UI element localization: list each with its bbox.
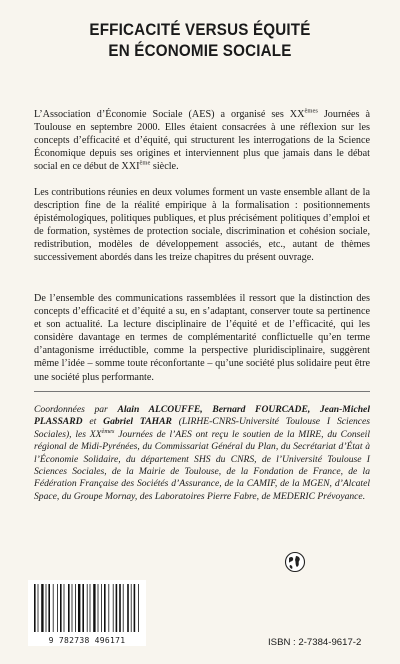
barcode-bar [93, 584, 95, 632]
title-line-1: EFFICACITÉ VERSUS ÉQUITÉ [89, 21, 311, 39]
barcode-bar [78, 584, 80, 632]
barcode-bar [53, 584, 54, 632]
barcode-bar [108, 584, 109, 632]
barcode-bar [38, 584, 39, 632]
barcode-bar [113, 584, 114, 632]
credits-superscript: èmes [101, 427, 115, 435]
credits-author-last: Gabriel TAHAR [103, 416, 172, 428]
credits-authors: Alain ALCOUFFE, Bernard FOURCADE, Jean-Michel PLASSARD [34, 404, 370, 428]
credits-and: et [82, 416, 104, 428]
barcode-bar [127, 584, 129, 632]
title-line-2: EN ÉCONOMIE SOCIALE [108, 42, 292, 60]
barcode-bar [119, 584, 121, 632]
barcode-bar [46, 584, 47, 632]
barcode-bar [60, 584, 62, 632]
paragraph-intro-text-a: L’Association d’Économie Sociale (AES) a organisé ses XX [34, 109, 305, 120]
paragraph-contributions: Les contributions réunies en deux volumes forment un vaste ensemble allant de la description fine de la réalité empirique à la formalisation : positionnements épistémologiques, politiques publiques, et plus précisément politiques d’emploi et de formation, systèmes de protection sociale, discrimination et cohésion sociale, redistribution, modèles de développement associés, etc., autant de thèmes successivement abordés dans les treize chapitres du présent ouvrage. [34, 187, 370, 264]
paragraph-intro-text-c: siècle. [150, 161, 179, 173]
barcode-bar [75, 584, 76, 632]
barcode-bar [48, 584, 50, 632]
paragraph-intro-text-b: Journées à Toulouse en septembre 2000. Elles étaient consacrées à une réflexion sur les concepts d’efficacité et d’équité, qui structurent les interrogations de la Science Économique depuis ses origines et interviennent plus que jamais dans le débat social en ce début de XXI [34, 109, 370, 173]
barcode-bar [64, 584, 65, 632]
paragraph-conclusion: De l’ensemble des communications rassemblées il ressort que la distinction des concepts d’efficacité et d’équité a su, en s’adaptant, conserver toute sa pertinence et son actualité. La lecture disciplinaire de l’équité et de l’efficacité, qui les considère davantage en termes de complémentarité conflictuelle qu’en terme d’antagonisme irréductible, comme la perspective pluridisciplinaire, suggèrent même l’idée – somme toute réconfortante – qu’une société plus solidaire peut être une société plus performante. [34, 293, 370, 383]
book-title [16, 20, 384, 62]
barcode-bar [82, 584, 84, 632]
barcode-digits: 9 782738 496171 [48, 636, 126, 645]
barcode-bar [98, 584, 99, 632]
paragraph-intro [34, 108, 370, 173]
barcode-bar [101, 584, 102, 632]
barcode-bar [123, 584, 124, 632]
barcode-bar [116, 584, 118, 632]
isbn-label: ISBN : 2-7384-9617-2 [268, 637, 362, 648]
barcode-bars [28, 580, 146, 634]
barcode-bar [134, 584, 136, 632]
barcode-bar [41, 584, 43, 632]
barcode [28, 580, 146, 646]
barcode-bar [57, 584, 58, 632]
barcode-bar [138, 584, 139, 632]
credits-affiliation: (LIRHE-CNRS-Université Toulouse I Sciences Sociales), les XX [34, 416, 370, 440]
barcode-bar [131, 584, 132, 632]
barcode-bar [72, 584, 73, 632]
barcode-bar [34, 584, 36, 632]
century-superscript: ème [139, 159, 151, 167]
credits-block [34, 404, 370, 503]
barcode-bar [68, 584, 70, 632]
credits-sponsors: Journées de l’AES ont reçu le soutien de la MIRE, du Conseil régional de Midi-Pyrénées, du Commissariat Général du Plan, du Secrétariat d’État à l’Économie Solidaire, du département SHS du CNRS, de l’Université Toulouse I Sciences Sociales, de la Mairie de Toulouse, de la Fondation de France, de la Fédération Française des Sociétés d’Assurance, de la CAMIF, de la MGEN, d’Alcatel Space, du Groupe Mornay, des Laboratoires Pierre Fabre, de MEDERIC Prévoyance. [34, 428, 370, 502]
credits-intro: Coordonnées par [34, 404, 118, 415]
divider [34, 391, 370, 392]
barcode-bar [90, 584, 91, 632]
globe-icon [284, 551, 306, 573]
barcode-bar [87, 584, 88, 632]
ordinal-superscript: èmes [304, 107, 318, 115]
barcode-bar [104, 584, 106, 632]
